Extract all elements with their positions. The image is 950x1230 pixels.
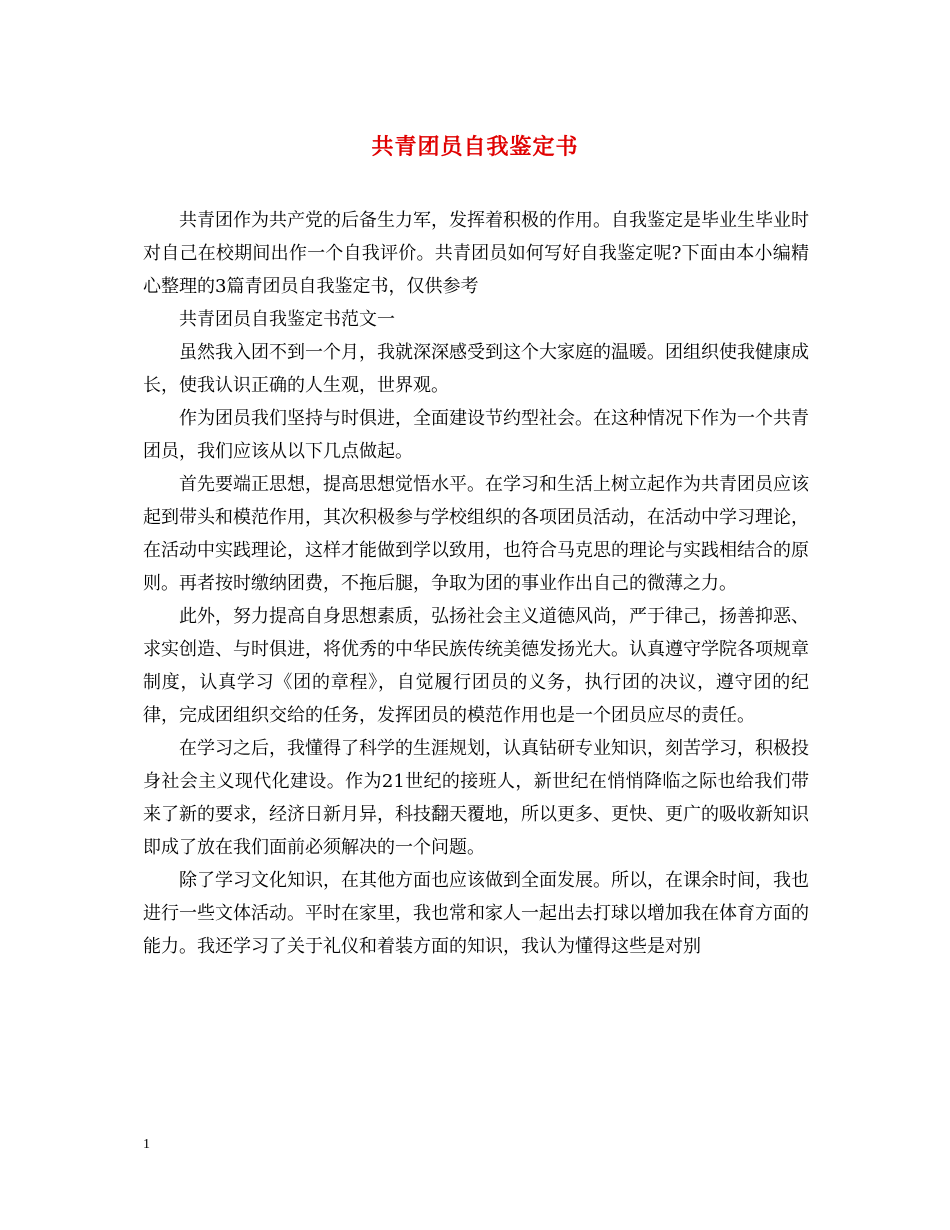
document-body <box>143 204 809 963</box>
paragraph-besides: 除了学习文化知识，在其他方面也应该做到全面发展。所以，在课余时间，我也进行一些文体活动。平时在家里，我也常和家人一起出去打球以增加我在体育方面的能力。我还学习了关于礼仪和着装方面的知识，我认为懂得这些是对别 <box>143 870 809 957</box>
document-title: 共青团员自我鉴定书 <box>371 135 579 160</box>
section-heading-sample-one: 共青团员自我鉴定书范文一 <box>179 309 395 330</box>
paragraph-first: 首先要端正思想，提高思想觉悟水平。在学习和生活上树立起作为共青团员应该起到带头和模范作用，其次积极参与学校组织的各项团员活动，在活动中学习理论，在活动中实践理论，这样才能做到学以致用，也符合马克思的理论与实践相结合的原则。再者按时缴纳团费，不拖后腿，争取为团的事业作出自己的微薄之力。 <box>143 474 809 594</box>
paragraph-moreover: 此外，努力提高自身思想素质，弘扬社会主义道德风尚，严于律己，扬善抑恶、求实创造、与时俱进，将优秀的中华民族传统美德发扬光大。认真遵守学院各项规章制度，认真学习《团的章程》，自觉履行团员的义务，执行团的决议，遵守团的纪律，完成团组织交给的任务，发挥团员的模范作用也是一个团员应尽的责任。 <box>143 606 809 726</box>
paragraph-intro: 共青团作为共产党的后备生力军，发挥着积极的作用。自我鉴定是毕业生毕业时对自己在校期间出作一个自我评价。共青团员如何写好自我鉴定呢?下面由本小编精心整理的3篇青团员自我鉴定书，仅供参考 <box>143 210 809 297</box>
page-number: 1 <box>143 1137 150 1152</box>
paragraph-joining: 虽然我入团不到一个月，我就深深感受到这个大家庭的温暖。团组织使我健康成长，使我认识正确的人生观，世界观。 <box>143 342 809 396</box>
paragraph-after-study: 在学习之后，我懂得了科学的生涯规划，认真钻研专业知识，刻苦学习，积极投身社会主义现代化建设。作为21世纪的接班人，新世纪在悄悄降临之际也给我们带来了新的要求，经济日新月异，科技翻天覆地，所以更多、更快、更广的吸收新知识即成了放在我们面前必须解决的一个问题。 <box>143 738 809 858</box>
paragraph-as-member: 作为团员我们坚持与时俱进，全面建设节约型社会。在这种情况下作为一个共青团员，我们应该从以下几点做起。 <box>143 408 809 462</box>
